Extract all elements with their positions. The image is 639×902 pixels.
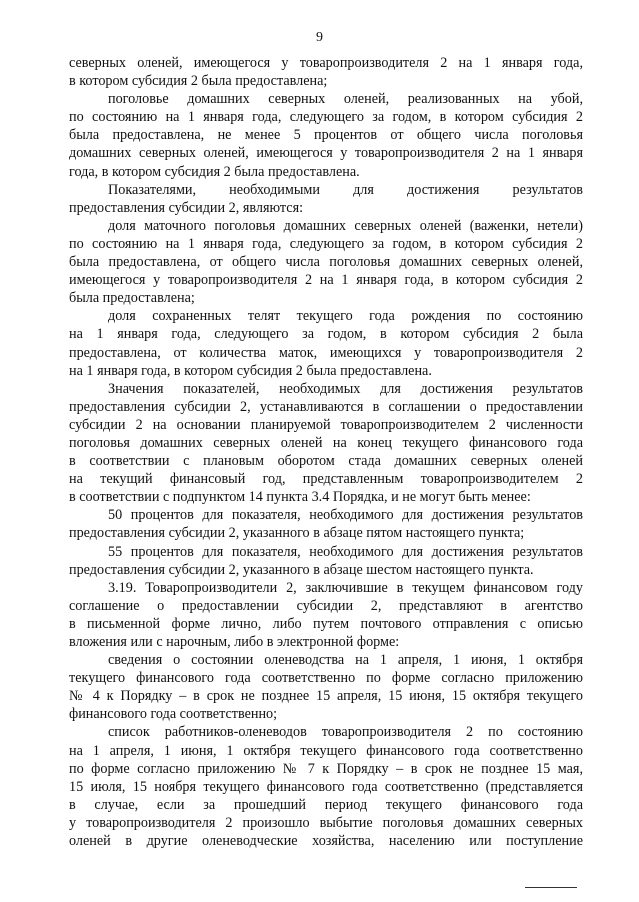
text-line: список работников-оленеводов товаропроизводителя 2 по состоянию [108, 724, 583, 741]
page-number: 9 [316, 30, 323, 45]
text-line: по форме согласно приложению № 7 к Порядку – в срок не позднее 15 мая, [69, 760, 583, 777]
text-line: оленей в другие оленеводческие хозяйства, населению или поступление [69, 833, 583, 850]
text-line: северных оленей, имеющегося у товаропроизводителя 2 на 1 января года, [69, 55, 583, 71]
text-line: 50 процентов для показателя, необходимого для достижения результатов [108, 507, 583, 524]
text-line: в соответствии с плановым оборотом стада домашних северных оленей [69, 453, 583, 470]
footer-rule [525, 887, 577, 888]
text-line: 55 процентов для показателя, необходимого для достижения результатов [108, 543, 583, 560]
text-line: Значения показателей, необходимых для достижения результатов [108, 380, 583, 397]
text-line: доля маточного поголовья домашних северных оленей (важенки, нетели) [108, 217, 583, 234]
text-line: предоставления субсидии 2, устанавливаются в соглашении о предоставлении [69, 398, 583, 415]
text-line: в случае, если за прошедший период текущего финансового года [69, 796, 583, 813]
text-line: была предоставлена; [69, 290, 195, 307]
text-line: в письменной форме лично, либо путем почтового отправления с описью [69, 615, 583, 632]
text-line: по состоянию на 1 января года, следующего за годом, в котором субсидия 2 [69, 235, 583, 252]
text-line: финансового года соответственно; [69, 706, 278, 723]
text-line: была предоставлена, не менее 5 процентов от общего числа поголовья [69, 127, 583, 144]
text-line: года, в котором субсидия 2 была предоставлена. [69, 163, 360, 180]
text-line: № 4 к Порядку – в срок не позднее 15 апреля, 15 июня, 15 октября текущего [69, 688, 583, 705]
text-line: доля сохраненных телят текущего года рождения по состоянию [108, 308, 583, 325]
text-line: предоставлена, от количества маток, имеющихся у товаропроизводителя 2 [69, 344, 583, 361]
text-line: субсидии 2 на основании планируемой товаропроизводителем 2 численности [69, 416, 583, 433]
text-line: Показателями, необходимыми для достижения результатов [108, 181, 583, 198]
text-line: на 1 января года, в котором субсидия 2 была предоставлена. [69, 362, 432, 379]
text-line: домашних северных оленей, имеющегося у товаропроизводителя 2 на 1 января [69, 145, 583, 162]
text-line: на 1 января года, следующего за годом, в котором субсидия 2 была [69, 326, 583, 343]
text-line: в котором субсидия 2 была предоставлена; [69, 73, 328, 90]
body-text [69, 54, 583, 850]
text-line: вложения или с нарочным, либо в электронной форме: [69, 634, 400, 650]
text-line: была предоставлена, от общего числа поголовья домашних северных оленей, [69, 254, 583, 271]
text-line: предоставления субсидии 2, указанного в абзаце шестом настоящего пункта. [69, 561, 534, 578]
text-line: 15 июля, 15 ноября текущего финансового года соответственно (представляется [69, 778, 583, 795]
text-line: имеющегося у товаропроизводителя 2 на 1 января года, в котором субсидия 2 [69, 272, 583, 289]
text-line: в соответствии с подпунктом 14 пункта 3.4 Порядка, и не могут быть менее: [69, 489, 531, 506]
text-line: 3.19. Товаропроизводители 2, заключившие в текущем финансовом году [108, 579, 583, 596]
text-line: предоставления субсидии 2, являются: [69, 199, 304, 216]
text-line: предоставления субсидии 2, указанного в абзаце пятом настоящего пункта; [69, 525, 525, 542]
text-line: сведения о состоянии оленеводства на 1 апреля, 1 июня, 1 октября [108, 652, 583, 669]
text-line: соглашение о предоставлении субсидии 2, представляют в агентство [69, 597, 583, 614]
text-line: у товаропроизводителя 2 произошло выбытие поголовья домашних северных [69, 814, 583, 831]
text-line: поголовье домашних северных оленей, реализованных на убой, [108, 91, 583, 108]
text-line: поголовья домашних северных оленей на конец текущего финансового года [69, 434, 583, 451]
text-line: на текущий финансовый год, представленным товаропроизводителем 2 [69, 471, 583, 488]
text-line: на 1 апреля, 1 июня, 1 октября текущего финансового года соответственно [69, 742, 583, 759]
text-line: текущего финансового года соответственно по форме согласно приложению [69, 670, 583, 687]
text-line: по состоянию на 1 января года, следующего за годом, в котором субсидия 2 [69, 109, 583, 126]
